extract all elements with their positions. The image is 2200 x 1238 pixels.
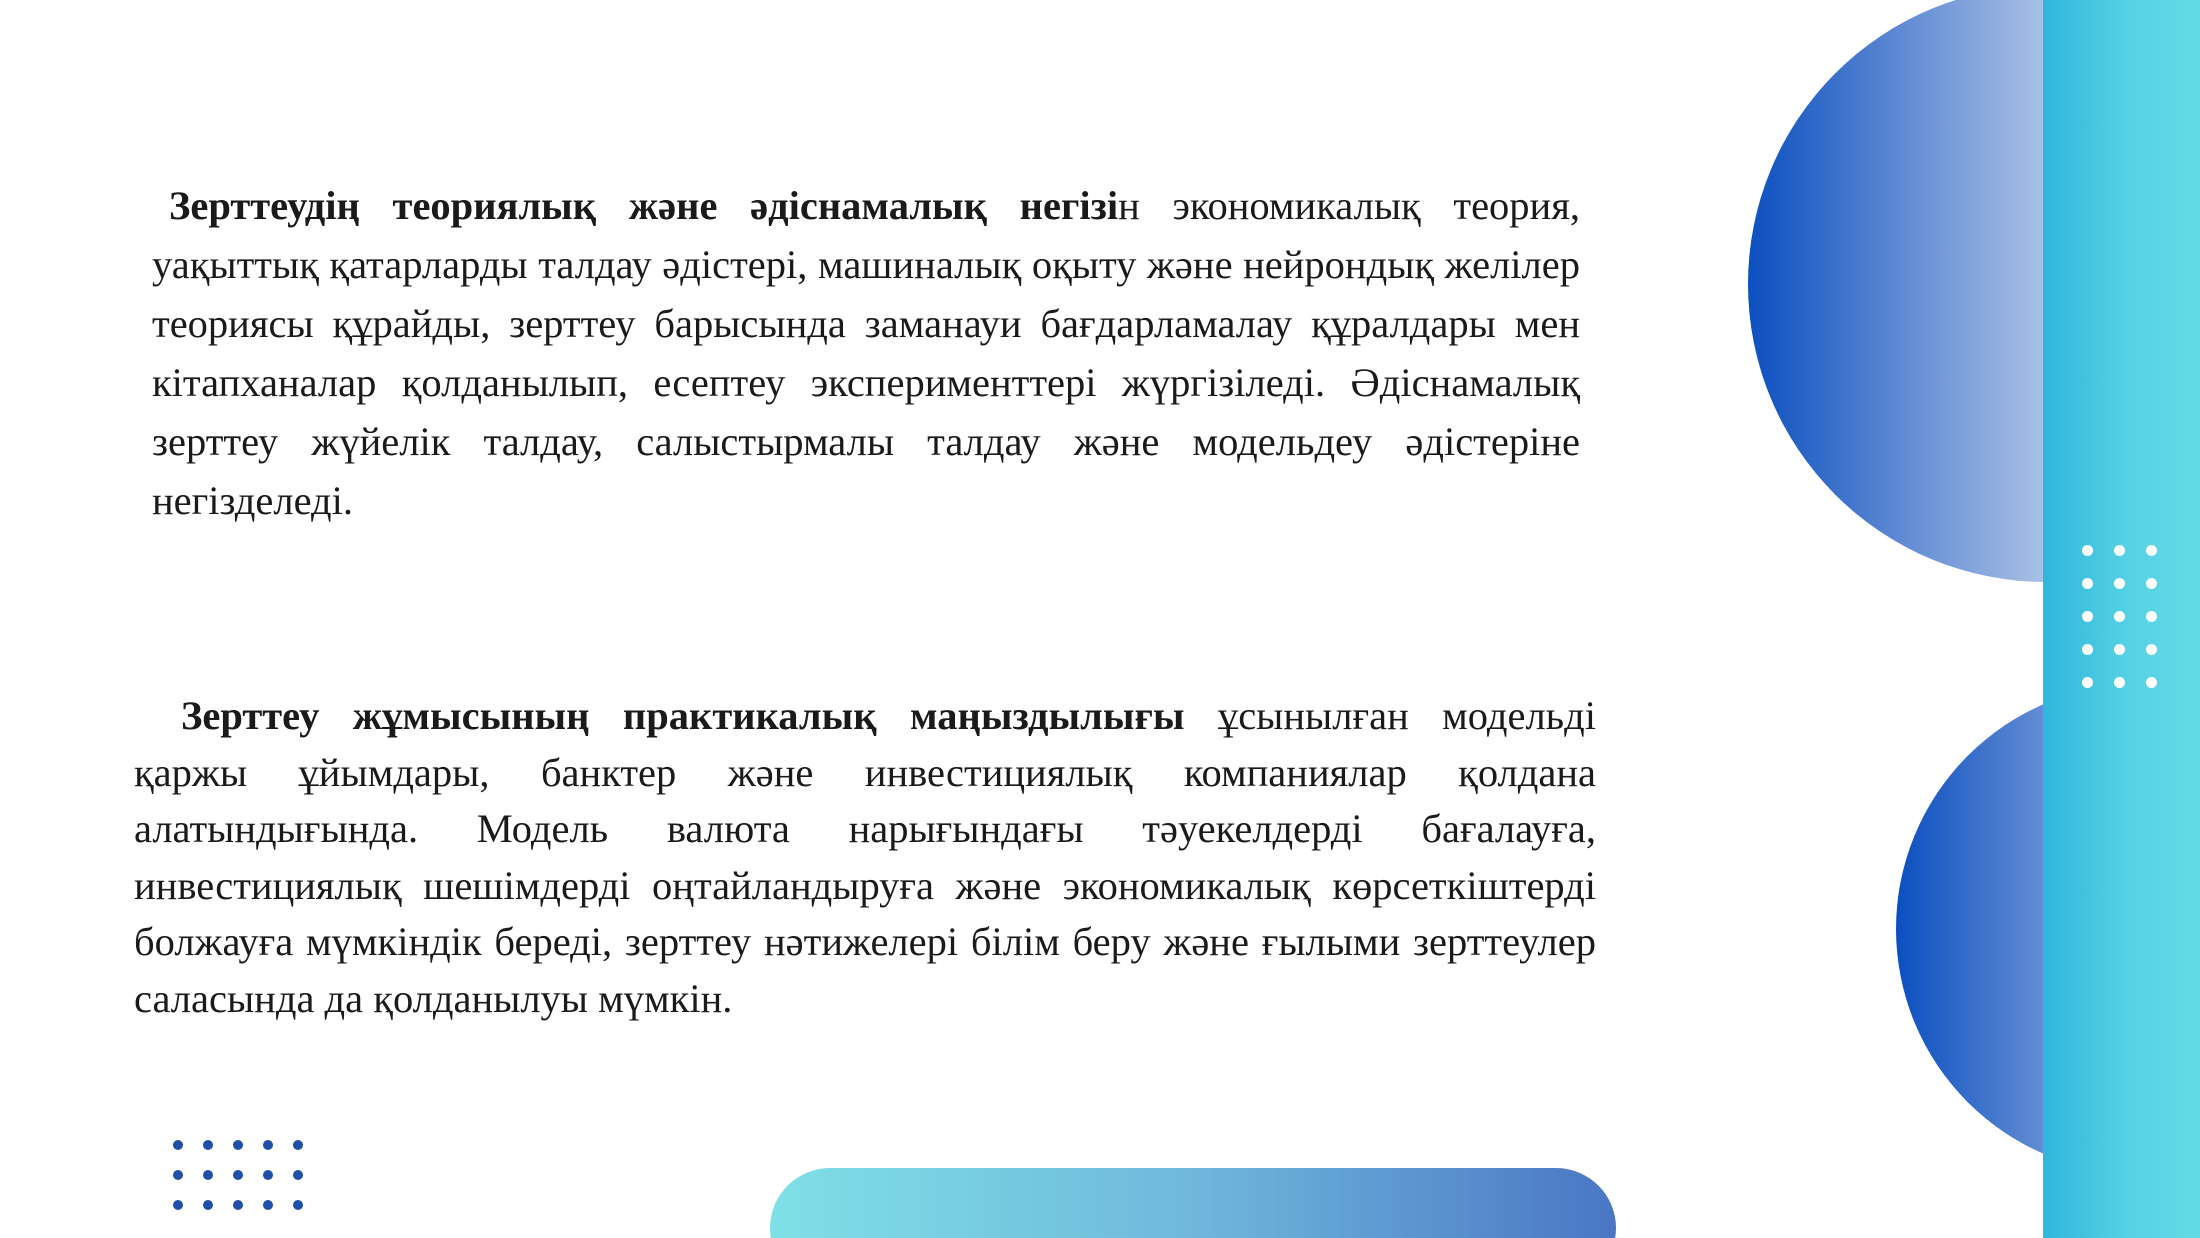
paragraph2-body: ұсынылған модельді қаржы ұйымдары, банктер және инвестициялық компаниялар қолдана алатындығында. Модель валюта нарығындағы тәуекелдерді бағалауға, инвестициялық шешімдерді оңтайландыруға және экономикалық көрсеткіштерді болжауға мүмкіндік береді, зерттеу нәтижелері білім беру және ғылыми зерттеулер саласында да қолданылуы мүмкін.	[134, 693, 1596, 1021]
dot-grid-left	[173, 1140, 303, 1210]
paragraph1-body: н экономикалық теория, уақыттық қатарларды талдау әдістері, машиналық оқыту және нейрондық желілер теориясы құрайды, зерттеу барысында заманауи бағдарламалау құралдары мен кітапханалар қолданылып, есептеу эксперименттері жүргізіледі. Әдіснамалық зерттеу жүйелік талдау, салыстырмалы талдау және модельдеу әдістеріне негізделеді.	[152, 183, 1580, 523]
practical-significance-paragraph	[134, 688, 1596, 1027]
dot-grid-right	[2082, 545, 2157, 688]
paragraph2-bold-lead: Зерттеу жұмысының практикалық маңыздылығы	[181, 693, 1185, 738]
theory-methodology-paragraph	[152, 176, 1580, 530]
bottom-gradient-pill	[770, 1168, 1616, 1238]
paragraph1-bold-lead: Зерттеудің теориялық және әдіснамалық негізі	[169, 183, 1119, 228]
